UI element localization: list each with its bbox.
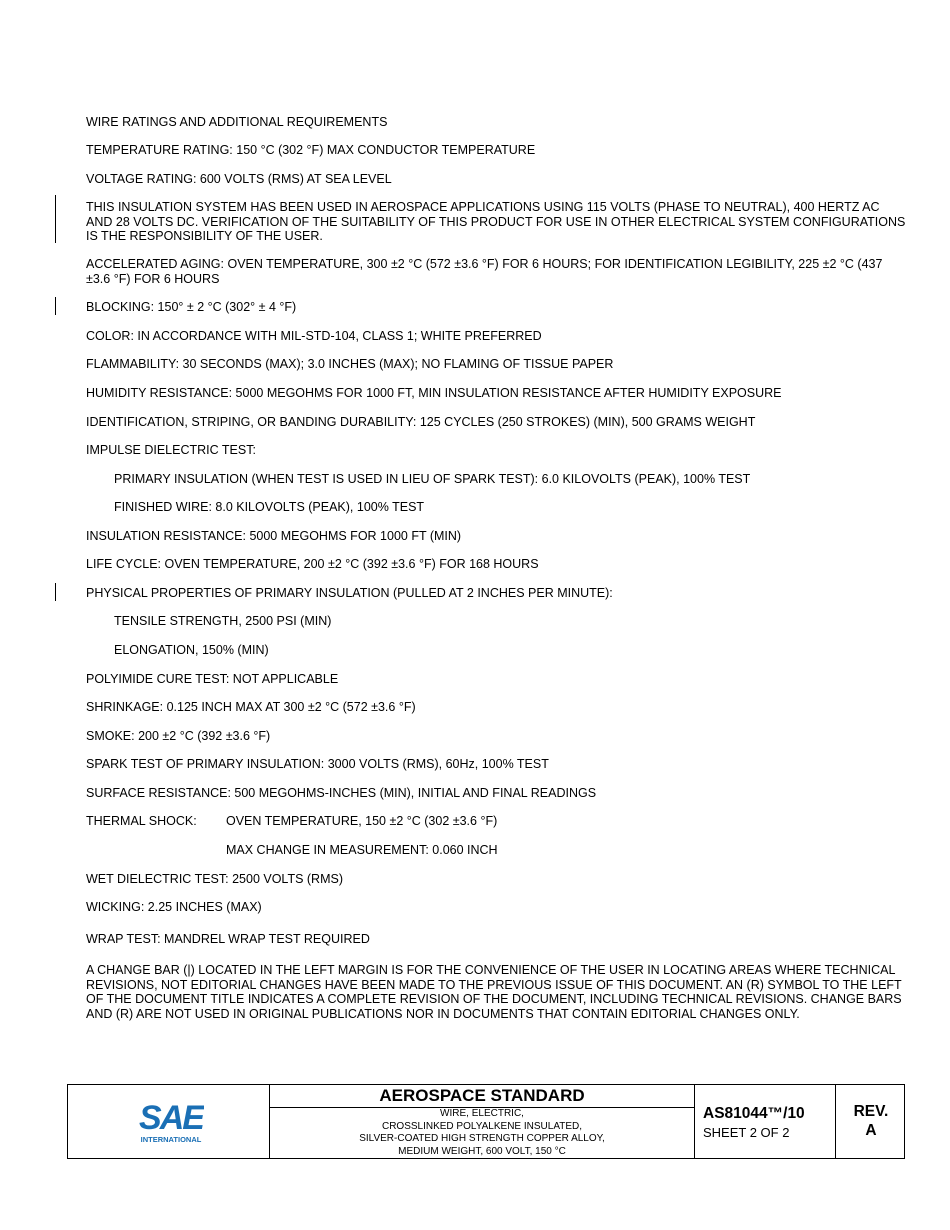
description-line: MEDIUM WEIGHT, 600 VOLT, 150 °C — [398, 1145, 566, 1157]
impulse-primary-insulation: PRIMARY INSULATION (WHEN TEST IS USED IN LIEU OF SPARK TEST): 6.0 KILOVOLTS (PEAK), 100% TEST — [114, 472, 751, 486]
number-cell — [695, 1085, 836, 1158]
smoke: SMOKE: 200 ±2 °C (392 ±3.6 °F) — [86, 729, 271, 743]
shrinkage: SHRINKAGE: 0.125 INCH MAX AT 300 ±2 °C (572 ±3.6 °F) — [86, 700, 416, 714]
impulse-finished-wire: FINISHED WIRE: 8.0 KILOVOLTS (PEAK), 100% TEST — [114, 500, 425, 514]
sae-logo — [138, 1098, 204, 1146]
change-bar — [55, 297, 56, 315]
flammability: FLAMMABILITY: 30 SECONDS (MAX); 3.0 INCHES (MAX); NO FLAMING OF TISSUE PAPER — [86, 357, 614, 371]
change-bar-note: A CHANGE BAR (|) LOCATED IN THE LEFT MARGIN IS FOR THE CONVENIENCE OF THE USER IN LOCATING AREAS WHERE TECHNICAL REVISIONS, NOT EDITORIAL CHANGES HAVE BEEN MADE TO THE PREVIOUS ISSUE OF THIS DOCUMENT. AN (R) SYMBOL TO THE LEFT OF THE DOCUMENT TITLE INDICATES A COMPLETE REVISION OF THE DOCUMENT, INCLUDING TECHNICAL REVISIONS. CHANGE BARS AND (R) ARE NOT USED IN ORIGINAL PUBLICATIONS NOR IN DOCUMENTS THAT CONTAIN EDITORIAL CHANGES ONLY. — [86, 963, 902, 1021]
polyimide-cure-test: POLYIMIDE CURE TEST: NOT APPLICABLE — [86, 672, 339, 686]
document-description — [270, 1108, 694, 1158]
temperature-rating: TEMPERATURE RATING: 150 °C (302 °F) MAX CONDUCTOR TEMPERATURE — [86, 143, 536, 157]
thermal-shock-oven: OVEN TEMPERATURE, 150 ±2 °C (302 ±3.6 °F) — [226, 814, 498, 828]
sae-logo-subtext: INTERNATIONAL — [140, 1135, 202, 1144]
sae-logo-text: SAE — [139, 1099, 203, 1137]
color-requirement: COLOR: IN ACCORDANCE WITH MIL-STD-104, CLASS 1; WHITE PREFERRED — [86, 329, 542, 343]
revision-label: REV. — [853, 1103, 889, 1120]
document-number: AS81044™/10 — [703, 1105, 805, 1122]
wicking: WICKING: 2.25 INCHES (MAX) — [86, 900, 262, 914]
thermal-shock-label: THERMAL SHOCK: — [86, 814, 197, 828]
elongation: ELONGATION, 150% (MIN) — [114, 643, 269, 657]
humidity-resistance: HUMIDITY RESISTANCE: 5000 MEGOHMS FOR 1000 FT, MIN INSULATION RESISTANCE AFTER HUMIDITY EXPOSURE — [86, 386, 782, 400]
thermal-shock-max-change: MAX CHANGE IN MEASUREMENT: 0.060 INCH — [226, 843, 498, 857]
identification-durability: IDENTIFICATION, STRIPING, OR BANDING DURABILITY: 125 CYCLES (250 STROKES) (MIN), 500 GRAMS WEIGHT — [86, 415, 756, 429]
revision-cell — [836, 1085, 906, 1158]
accelerated-aging: ACCELERATED AGING: OVEN TEMPERATURE, 300 ±2 °C (572 ±3.6 °F) FOR 6 HOURS; FOR IDENTIFICATION LEGIBILITY, 225 ±2 °C (437 ±3.6 °F) FOR 6 HOURS — [86, 257, 883, 286]
section-heading: WIRE RATINGS AND ADDITIONAL REQUIREMENTS — [86, 115, 388, 129]
logo-cell — [68, 1085, 270, 1158]
insulation-system-note: THIS INSULATION SYSTEM HAS BEEN USED IN AEROSPACE APPLICATIONS USING 115 VOLTS (PHASE TO NEUTRAL), 400 HERTZ AC AND 28 VOLTS DC. VERIFICATION OF THE SUITABILITY OF THIS PRODUCT FOR USE IN OTHER ELECTRICAL SYSTEM CONFIGURATIONS IS THE RESPONSIBILITY OF THE USER. — [86, 200, 906, 244]
impulse-dielectric-test: IMPULSE DIELECTRIC TEST: — [86, 443, 256, 457]
title-cell — [270, 1085, 695, 1158]
wrap-test: WRAP TEST: MANDREL WRAP TEST REQUIRED — [86, 932, 370, 946]
description-line: WIRE, ELECTRIC, — [440, 1108, 524, 1119]
change-bar — [55, 583, 56, 601]
spark-test: SPARK TEST OF PRIMARY INSULATION: 3000 VOLTS (RMS), 60Hz, 100% TEST — [86, 757, 549, 771]
sheet-number: SHEET 2 OF 2 — [703, 1125, 790, 1140]
change-bar — [55, 195, 56, 243]
description-line: CROSSLINKED POLYALKENE INSULATED, — [381, 1120, 583, 1132]
document-type: AEROSPACE STANDARD — [270, 1085, 694, 1108]
wet-dielectric-test: WET DIELECTRIC TEST: 2500 VOLTS (RMS) — [86, 872, 344, 886]
voltage-rating: VOLTAGE RATING: 600 VOLTS (RMS) AT SEA LEVEL — [86, 172, 392, 186]
description-line: SILVER-COATED HIGH STRENGTH COPPER ALLOY, — [359, 1133, 605, 1144]
life-cycle: LIFE CYCLE: OVEN TEMPERATURE, 200 ±2 °C (392 ±3.6 °F) FOR 168 HOURS — [86, 557, 539, 571]
title-block — [67, 1084, 905, 1159]
revision-value: A — [865, 1122, 877, 1139]
revision — [836, 1102, 906, 1140]
tensile-strength: TENSILE STRENGTH, 2500 PSI (MIN) — [114, 614, 332, 628]
blocking: BLOCKING: 150° ± 2 °C (302° ± 4 °F) — [86, 300, 297, 314]
surface-resistance: SURFACE RESISTANCE: 500 MEGOHMS-INCHES (MIN), INITIAL AND FINAL READINGS — [86, 786, 597, 800]
insulation-resistance: INSULATION RESISTANCE: 5000 MEGOHMS FOR 1000 FT (MIN) — [86, 529, 462, 543]
physical-properties: PHYSICAL PROPERTIES OF PRIMARY INSULATION (PULLED AT 2 INCHES PER MINUTE): — [86, 586, 613, 600]
